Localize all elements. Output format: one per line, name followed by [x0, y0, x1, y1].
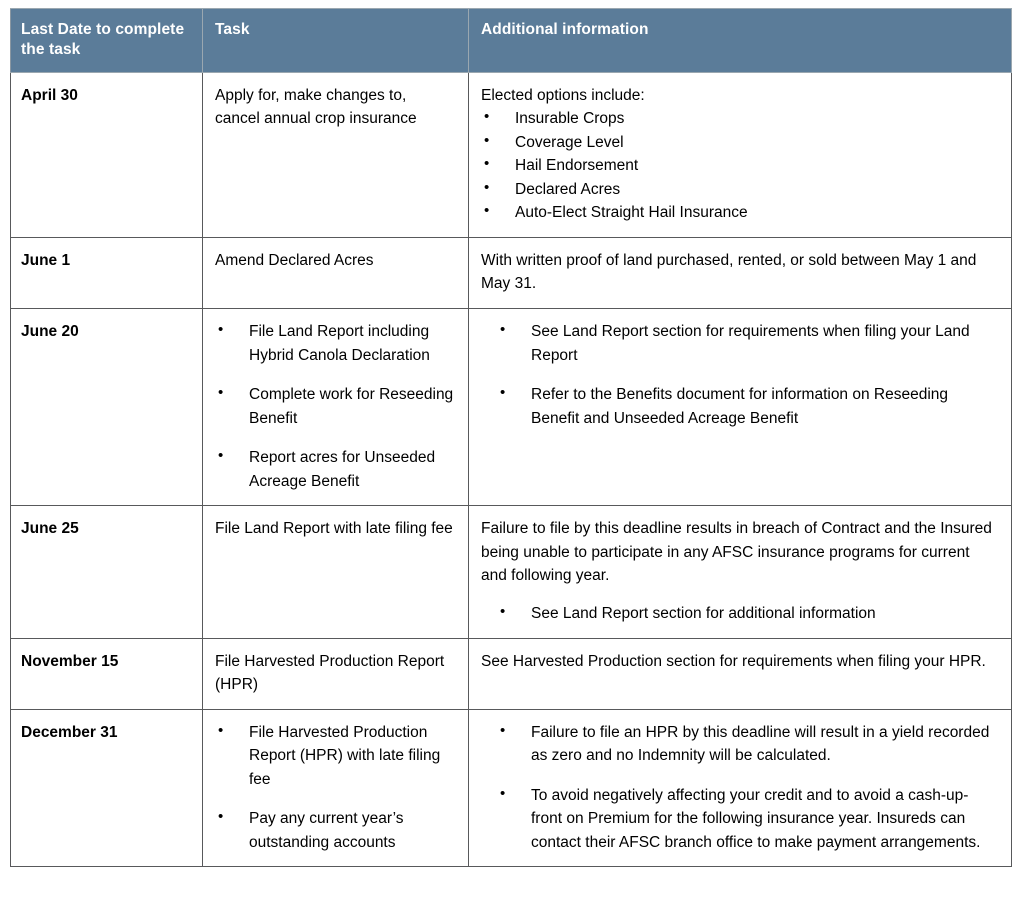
- table-row: [11, 638, 1012, 709]
- task-bullet-list: [215, 320, 454, 493]
- column-header-additional-information: Additional information: [469, 9, 1012, 73]
- info-bullet-list: [481, 721, 999, 855]
- table-row: [11, 72, 1012, 237]
- cell-date: December 31: [11, 709, 203, 867]
- list-item: • Refer to the Benefits document for information on Reseeding Benefit and Unseeded Acreage Benefit: [481, 383, 999, 430]
- deadline-table-container: [10, 8, 1011, 867]
- table-row: [11, 309, 1012, 506]
- info-text: Failure to file by this deadline results in breach of Contract and the Insured being unable to participate in any AFSC insurance programs for current and following year.: [481, 520, 992, 585]
- table-row: [11, 506, 1012, 638]
- info-bullet-list: [481, 320, 999, 430]
- table-header-row: [11, 9, 1012, 73]
- list-item: • Insurable Crops: [481, 107, 999, 131]
- list-item: • Failure to file an HPR by this deadline will result in a yield recorded as zero and no Indemnity will be calculated.: [481, 721, 999, 768]
- cell-task: [203, 309, 469, 506]
- list-item: • See Land Report section for additional information: [481, 602, 999, 626]
- cell-date: November 15: [11, 638, 203, 709]
- info-lead-text: Elected options include:: [481, 86, 645, 104]
- list-item: • Declared Acres: [481, 178, 999, 202]
- task-bullet-list: [215, 721, 454, 855]
- info-text: See Harvested Production section for requirements when filing your HPR.: [481, 652, 986, 670]
- cell-task: [203, 709, 469, 867]
- cell-task: [203, 72, 469, 237]
- list-item: • See Land Report section for requirements when filing your Land Report: [481, 320, 999, 367]
- cell-additional-information: [469, 237, 1012, 308]
- cell-date: June 25: [11, 506, 203, 638]
- cell-additional-information: [469, 709, 1012, 867]
- list-item: • Auto-Elect Straight Hail Insurance: [481, 201, 999, 225]
- info-bullet-list: [481, 107, 999, 225]
- cell-additional-information: [469, 309, 1012, 506]
- cell-task: [203, 237, 469, 308]
- list-item: • Report acres for Unseeded Acreage Benefit: [215, 446, 454, 493]
- cell-date: June 20: [11, 309, 203, 506]
- task-text: File Land Report with late filing fee: [215, 520, 453, 538]
- cell-date: June 1: [11, 237, 203, 308]
- cell-additional-information: [469, 72, 1012, 237]
- info-bullet-list: [481, 602, 999, 626]
- list-item: • File Harvested Production Report (HPR) with late filing fee: [215, 721, 454, 792]
- list-item: • File Land Report including Hybrid Canola Declaration: [215, 320, 454, 367]
- cell-additional-information: [469, 506, 1012, 638]
- table-body: [11, 72, 1012, 867]
- cell-date: April 30: [11, 72, 203, 237]
- cell-task: [203, 638, 469, 709]
- list-item: • Complete work for Reseeding Benefit: [215, 383, 454, 430]
- column-header-task: Task: [203, 9, 469, 73]
- task-text: Amend Declared Acres: [215, 251, 374, 269]
- table-row: [11, 237, 1012, 308]
- crop-insurance-deadline-table: [10, 8, 1012, 867]
- cell-additional-information: [469, 638, 1012, 709]
- cell-task: [203, 506, 469, 638]
- task-text: Apply for, make changes to, cancel annual crop insurance: [215, 86, 417, 128]
- info-text: With written proof of land purchased, rented, or sold between May 1 and May 31.: [481, 251, 977, 293]
- column-header-last-date: Last Date to complete the task: [11, 9, 203, 73]
- table-row: [11, 709, 1012, 867]
- list-item: • Hail Endorsement: [481, 154, 999, 178]
- list-item: • Coverage Level: [481, 131, 999, 155]
- table-header: [11, 9, 1012, 73]
- list-item: • Pay any current year’s outstanding accounts: [215, 807, 454, 854]
- task-text: File Harvested Production Report (HPR): [215, 652, 445, 694]
- list-item: • To avoid negatively affecting your credit and to avoid a cash-up-front on Premium for the following insurance year. Insureds can contact their AFSC branch office to make payment arrangements.: [481, 784, 999, 855]
